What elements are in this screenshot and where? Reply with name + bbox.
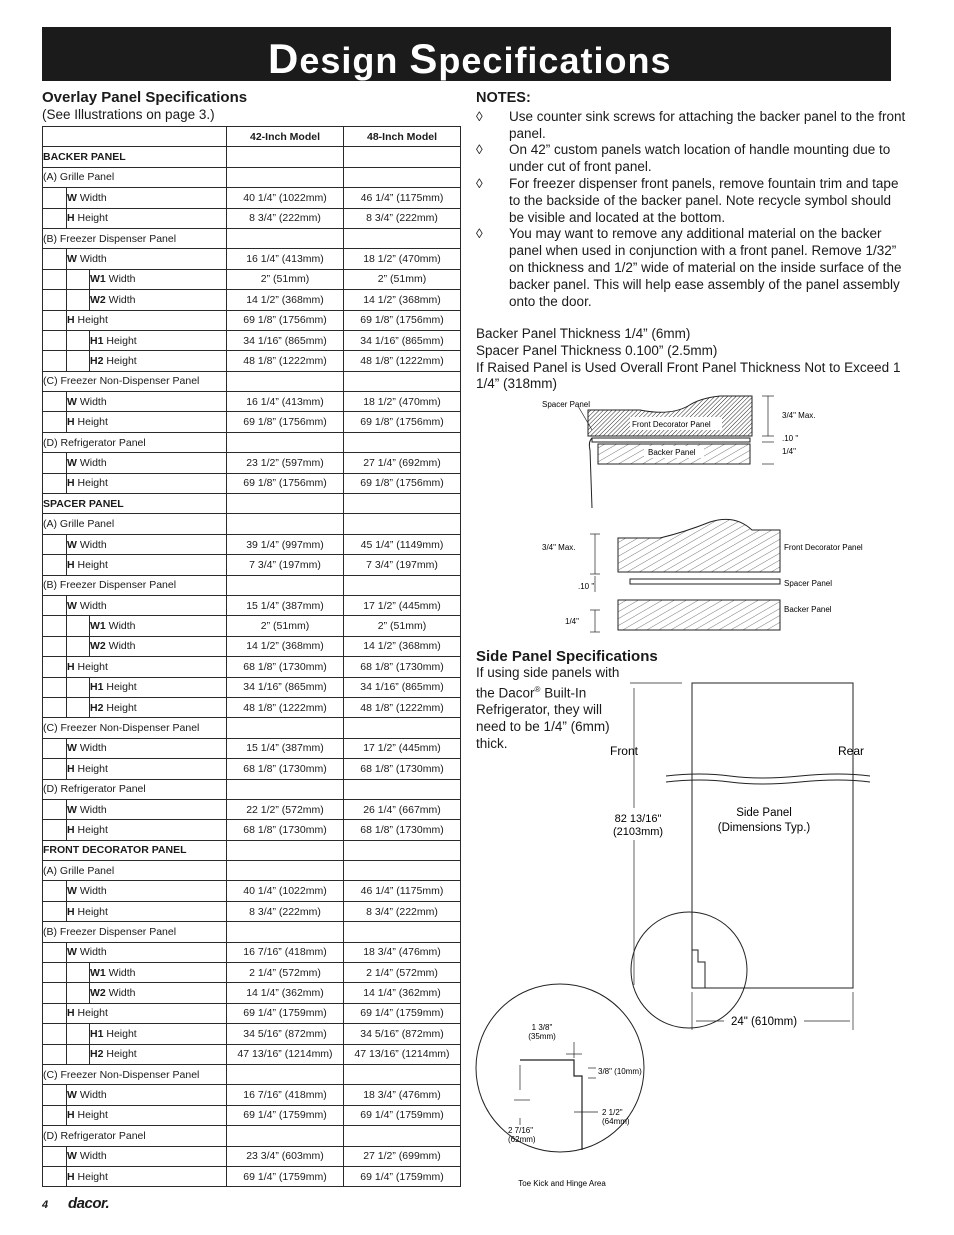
table-row: [43, 942, 461, 962]
dimension-label: H2 Height: [90, 697, 227, 717]
value-42: 48 1/8” (1222mm): [227, 697, 344, 717]
value-42: 69 1/8” (1756mm): [227, 473, 344, 493]
label-dims-typ: (Dimensions Typ.): [717, 822, 811, 834]
value-42: 48 1/8” (1222mm): [227, 351, 344, 371]
value-42: 40 1/4” (1022mm): [227, 881, 344, 901]
group-label: (D) Refrigerator Panel: [43, 1126, 227, 1146]
table-row: [43, 453, 461, 473]
dimension-label: H Height: [67, 759, 227, 779]
spacer-strip: [592, 438, 750, 442]
table-row: [43, 494, 461, 514]
value-42: 34 5/16” (872mm): [227, 1024, 344, 1044]
page-title: Design Specifications: [268, 35, 672, 82]
value-48: 2” (51mm): [344, 269, 461, 289]
label-front-decorator: Front Decorator Panel: [632, 420, 711, 429]
overlay-subtitle: (See Illustrations on page 3.): [42, 107, 215, 122]
value-42: 2” (51mm): [227, 269, 344, 289]
dimension-label: H1 Height: [90, 677, 227, 697]
value-42: 2 1/4” (572mm): [227, 963, 344, 983]
value-48: 18 3/4” (476mm): [344, 942, 461, 962]
table-row: [43, 616, 461, 636]
value-42: 69 1/4” (1759mm): [227, 1105, 344, 1125]
label-d1-in: 1 3/8": [531, 1023, 553, 1032]
dimension-label: H Height: [67, 1166, 227, 1186]
value-42: 69 1/4” (1759mm): [227, 1166, 344, 1186]
value-42: 22 1/2” (572mm): [227, 799, 344, 819]
label-height-in: 82 13/16": [614, 813, 662, 825]
table-row: [43, 228, 461, 248]
group-label: (D) Refrigerator Panel: [43, 432, 227, 452]
spacer-exploded: [630, 579, 780, 584]
table-row: [43, 330, 461, 350]
value-42: 14 1/4” (362mm): [227, 983, 344, 1003]
table-row: [43, 595, 461, 615]
backer-exploded: [618, 600, 780, 630]
group-label: (C) Freezer Non-Dispenser Panel: [43, 718, 227, 738]
group-label: (A) Grille Panel: [43, 861, 227, 881]
dacor-logo: dacor.: [68, 1195, 110, 1212]
dimension-label: H Height: [67, 1003, 227, 1023]
table-row: [43, 697, 461, 717]
label-d1-mm: (35mm): [528, 1032, 556, 1041]
value-48: 69 1/4” (1759mm): [344, 1003, 461, 1023]
table-row: [43, 575, 461, 595]
value-42: 14 1/2” (368mm): [227, 636, 344, 656]
value-42: 2” (51mm): [227, 616, 344, 636]
col-48: 48-Inch Model: [344, 127, 461, 147]
value-48: 34 5/16” (872mm): [344, 1024, 461, 1044]
exploded-panel-diagram: [530, 510, 880, 640]
value-48: 26 1/4” (667mm): [344, 799, 461, 819]
table-row: [43, 167, 461, 187]
value-42: 39 1/4” (997mm): [227, 534, 344, 554]
dimension-label: W Width: [67, 534, 227, 554]
value-48: 18 1/2” (470mm): [344, 392, 461, 412]
spec-table: [42, 126, 461, 1187]
label-10: .10 ": [782, 434, 799, 443]
value-42: 34 1/16” (865mm): [227, 330, 344, 350]
dimension-label: W2 Width: [90, 290, 227, 310]
table-row: [43, 269, 461, 289]
toe-kick-notch: [692, 950, 705, 988]
dimension-label: W Width: [67, 1085, 227, 1105]
table-row: [43, 718, 461, 738]
dimension-label: W Width: [67, 188, 227, 208]
value-42: 7 3/4” (197mm): [227, 555, 344, 575]
value-48: 17 1/2” (445mm): [344, 595, 461, 615]
table-row: [43, 1126, 461, 1146]
value-42: 69 1/8” (1756mm): [227, 310, 344, 330]
dimension-label: H Height: [67, 657, 227, 677]
label-spacer: Spacer Panel: [542, 400, 591, 409]
value-42: 69 1/8” (1756mm): [227, 412, 344, 432]
dimension-label: H Height: [67, 473, 227, 493]
table-row: [43, 412, 461, 432]
table-row: [43, 188, 461, 208]
diamond-icon: ◊: [476, 175, 483, 191]
value-48: 69 1/4” (1759mm): [344, 1166, 461, 1186]
value-48: 45 1/4” (1149mm): [344, 534, 461, 554]
section-label: FRONT DECORATOR PANEL: [43, 840, 227, 860]
dimension-label: W Width: [67, 595, 227, 615]
value-48: 34 1/16” (865mm): [344, 677, 461, 697]
break-line: [666, 774, 870, 778]
dimension-label: H Height: [67, 1105, 227, 1125]
table-row: [43, 392, 461, 412]
value-48: 69 1/8” (1756mm): [344, 473, 461, 493]
table-row: [43, 738, 461, 758]
notes-heading: NOTES:: [476, 90, 531, 106]
value-48: 69 1/8” (1756mm): [344, 412, 461, 432]
value-48: 48 1/8” (1222mm): [344, 351, 461, 371]
table-row: [43, 208, 461, 228]
group-label: (D) Refrigerator Panel: [43, 779, 227, 799]
value-48: 46 1/4” (1175mm): [344, 881, 461, 901]
table-row: [43, 249, 461, 269]
value-42: 16 1/4” (413mm): [227, 249, 344, 269]
dimension-label: W Width: [67, 1146, 227, 1166]
group-label: (B) Freezer Dispenser Panel: [43, 228, 227, 248]
dimension-label: H Height: [67, 412, 227, 432]
section-label: SPACER PANEL: [43, 494, 227, 514]
label-caption: Toe Kick and Hinge Area: [518, 1179, 606, 1188]
label-side-panel: Side Panel: [736, 807, 792, 819]
door-outline: [589, 438, 592, 508]
value-42: 14 1/2” (368mm): [227, 290, 344, 310]
table-row: [43, 799, 461, 819]
dimension-label: W2 Width: [90, 983, 227, 1003]
label-14: 1/4": [565, 617, 579, 626]
table-row: [43, 759, 461, 779]
label-10: .10 ": [578, 582, 595, 591]
table-row: [43, 1003, 461, 1023]
dimension-label: W Width: [67, 942, 227, 962]
label-d2: 3/8" (10mm): [598, 1067, 642, 1076]
label-d4-in: 2 7/16": [508, 1126, 534, 1135]
table-row: [43, 1064, 461, 1084]
value-48: 14 1/2” (368mm): [344, 636, 461, 656]
group-label: (A) Grille Panel: [43, 167, 227, 187]
table-row: [43, 290, 461, 310]
dimension-label: H2 Height: [90, 1044, 227, 1064]
value-48: 2 1/4” (572mm): [344, 963, 461, 983]
value-48: 27 1/2” (699mm): [344, 1146, 461, 1166]
front-decorator-exploded: [618, 519, 780, 572]
table-row: [43, 432, 461, 452]
thickness-specs: [476, 326, 906, 393]
table-row: [43, 820, 461, 840]
raised-panel-note: If Raised Panel is Used Overall Front Panel Thickness Not to Exceed 1 1/4” (318mm): [476, 359, 901, 392]
group-label: (B) Freezer Dispenser Panel: [43, 575, 227, 595]
label-backer: Backer Panel: [784, 605, 832, 614]
note-item: ◊ For freezer dispenser front panels, remove fountain trim and tape to the backside of the backer panel. Note recycle symbol should be visible and located at the bottom.: [476, 175, 899, 225]
table-row: [43, 1024, 461, 1044]
table-row: [43, 1146, 461, 1166]
value-42: 8 3/4” (222mm): [227, 208, 344, 228]
table-row: [43, 677, 461, 697]
dimension-label: H Height: [67, 820, 227, 840]
table-row: [43, 1166, 461, 1186]
group-label: (C) Freezer Non-Dispenser Panel: [43, 371, 227, 391]
side-panel-diagram: [470, 680, 880, 1195]
table-row: [43, 514, 461, 534]
value-48: 17 1/2” (445mm): [344, 738, 461, 758]
table-row: [43, 840, 461, 860]
label-front: Front: [609, 744, 638, 758]
dimension-label: W1 Width: [90, 963, 227, 983]
dimension-label: W Width: [67, 881, 227, 901]
value-48: 2” (51mm): [344, 616, 461, 636]
label-width: 24" (610mm): [730, 1016, 798, 1028]
value-48: 14 1/2” (368mm): [344, 290, 461, 310]
note-item: ◊ On 42” custom panels watch location of handle mounting due to under cut of front panel.: [476, 142, 891, 175]
value-42: 16 7/16” (418mm): [227, 1085, 344, 1105]
dimension-label: W Width: [67, 392, 227, 412]
dimension-label: H1 Height: [90, 1024, 227, 1044]
value-48: 68 1/8” (1730mm): [344, 759, 461, 779]
value-48: 14 1/4” (362mm): [344, 983, 461, 1003]
table-row: [43, 1044, 461, 1064]
table-row: [43, 310, 461, 330]
value-42: 68 1/8” (1730mm): [227, 657, 344, 677]
detail-circle-small: [631, 912, 747, 1028]
value-42: 16 1/4” (413mm): [227, 392, 344, 412]
value-48: 48 1/8” (1222mm): [344, 697, 461, 717]
group-label: (B) Freezer Dispenser Panel: [43, 922, 227, 942]
value-42: 16 7/16” (418mm): [227, 942, 344, 962]
label-height-mm: (2103mm): [612, 826, 664, 838]
table-row: [43, 371, 461, 391]
value-42: 34 1/16” (865mm): [227, 677, 344, 697]
diamond-icon: ◊: [476, 108, 483, 124]
value-42: 15 1/4” (387mm): [227, 595, 344, 615]
label-front-decorator: Front Decorator Panel: [784, 543, 863, 552]
value-48: 27 1/4” (692mm): [344, 453, 461, 473]
label-34max: 3/4" Max.: [542, 543, 576, 552]
group-label: (A) Grille Panel: [43, 514, 227, 534]
label-spacer: Spacer Panel: [784, 579, 833, 588]
table-header: [43, 127, 461, 147]
value-48: 46 1/4” (1175mm): [344, 188, 461, 208]
diamond-icon: ◊: [476, 142, 483, 158]
value-48: 8 3/4” (222mm): [344, 901, 461, 921]
table-row: [43, 147, 461, 167]
table-row: [43, 922, 461, 942]
note-item: ◊ Use counter sink screws for attaching the backer panel to the front panel.: [476, 108, 906, 141]
value-48: 68 1/8” (1730mm): [344, 657, 461, 677]
value-42: 8 3/4” (222mm): [227, 901, 344, 921]
dimension-label: H1 Height: [90, 330, 227, 350]
table-row: [43, 534, 461, 554]
value-42: 69 1/4” (1759mm): [227, 1003, 344, 1023]
value-48: 18 3/4” (476mm): [344, 1085, 461, 1105]
label-rear: Rear: [838, 744, 865, 758]
table-row: [43, 861, 461, 881]
dimension-label: W Width: [67, 453, 227, 473]
table-row: [43, 351, 461, 371]
dimension-label: H2 Height: [90, 351, 227, 371]
value-42: 47 13/16” (1214mm): [227, 1044, 344, 1064]
notes: [476, 90, 906, 310]
dimension-label: W Width: [67, 799, 227, 819]
dimension-label: H Height: [67, 555, 227, 575]
table-row: [43, 473, 461, 493]
side-panel-text: If using side panels with the Dacor® Built-In Refrigerator, they will need to be 1/4” (6mm) thick.: [476, 665, 620, 751]
label-d4-mm: (62mm): [508, 1135, 536, 1144]
value-48: 8 3/4” (222mm): [344, 208, 461, 228]
diamond-icon: ◊: [476, 226, 483, 242]
table-row: [43, 657, 461, 677]
side-panel-title: Side Panel Specifications: [476, 648, 658, 665]
value-48: 69 1/8” (1756mm): [344, 310, 461, 330]
table-row: [43, 636, 461, 656]
value-48: 68 1/8” (1730mm): [344, 820, 461, 840]
dimension-label: W Width: [67, 738, 227, 758]
label-34max: 3/4" Max.: [782, 411, 816, 420]
page-number: 4: [42, 1199, 49, 1211]
group-label: (C) Freezer Non-Dispenser Panel: [43, 1064, 227, 1084]
label-d3-mm: (64mm): [602, 1117, 630, 1126]
table-row: [43, 555, 461, 575]
value-48: 69 1/4” (1759mm): [344, 1105, 461, 1125]
dimension-label: H Height: [67, 901, 227, 921]
dimension-label: H Height: [67, 310, 227, 330]
value-48: 18 1/2” (470mm): [344, 249, 461, 269]
value-48: 7 3/4” (197mm): [344, 555, 461, 575]
value-48: 47 13/16” (1214mm): [344, 1044, 461, 1064]
note-item: ◊ You may want to remove any additional material on the backer panel when used in conjunction with a front panel. Remove 1/32” on thickness and 1/2” wide of material on the inside surface of the backer panel. This will help ease assembly of the panel assembly onto the door.: [476, 226, 902, 309]
dimension-label: W Width: [67, 249, 227, 269]
page-banner: [42, 27, 891, 81]
table-row: [43, 1085, 461, 1105]
dimension-label: W2 Width: [90, 636, 227, 656]
backer-thickness: Backer Panel Thickness 1/4” (6mm): [476, 326, 691, 341]
dimension-label: W1 Width: [90, 269, 227, 289]
value-42: 23 3/4” (603mm): [227, 1146, 344, 1166]
label-backer: Backer Panel: [648, 448, 696, 457]
value-42: 23 1/2” (597mm): [227, 453, 344, 473]
label-d3-in: 2 1/2": [602, 1108, 623, 1117]
spacer-thickness: Spacer Panel Thickness 0.100” (2.5mm): [476, 342, 718, 358]
table-row: [43, 983, 461, 1003]
value-42: 68 1/8” (1730mm): [227, 759, 344, 779]
value-42: 40 1/4” (1022mm): [227, 188, 344, 208]
table-row: [43, 779, 461, 799]
section-label: BACKER PANEL: [43, 147, 227, 167]
table-row: [43, 963, 461, 983]
overlay-title: Overlay Panel Specifications: [42, 89, 248, 106]
col-42: 42-Inch Model: [227, 127, 344, 147]
value-48: 34 1/16” (865mm): [344, 330, 461, 350]
table-row: [43, 881, 461, 901]
dimension-label: W1 Width: [90, 616, 227, 636]
table-row: [43, 1105, 461, 1125]
value-42: 68 1/8” (1730mm): [227, 820, 344, 840]
value-42: 15 1/4” (387mm): [227, 738, 344, 758]
dimension-label: H Height: [67, 208, 227, 228]
table-row: [43, 901, 461, 921]
side-panel-outline: [692, 683, 853, 988]
label-14: 1/4": [782, 447, 796, 456]
